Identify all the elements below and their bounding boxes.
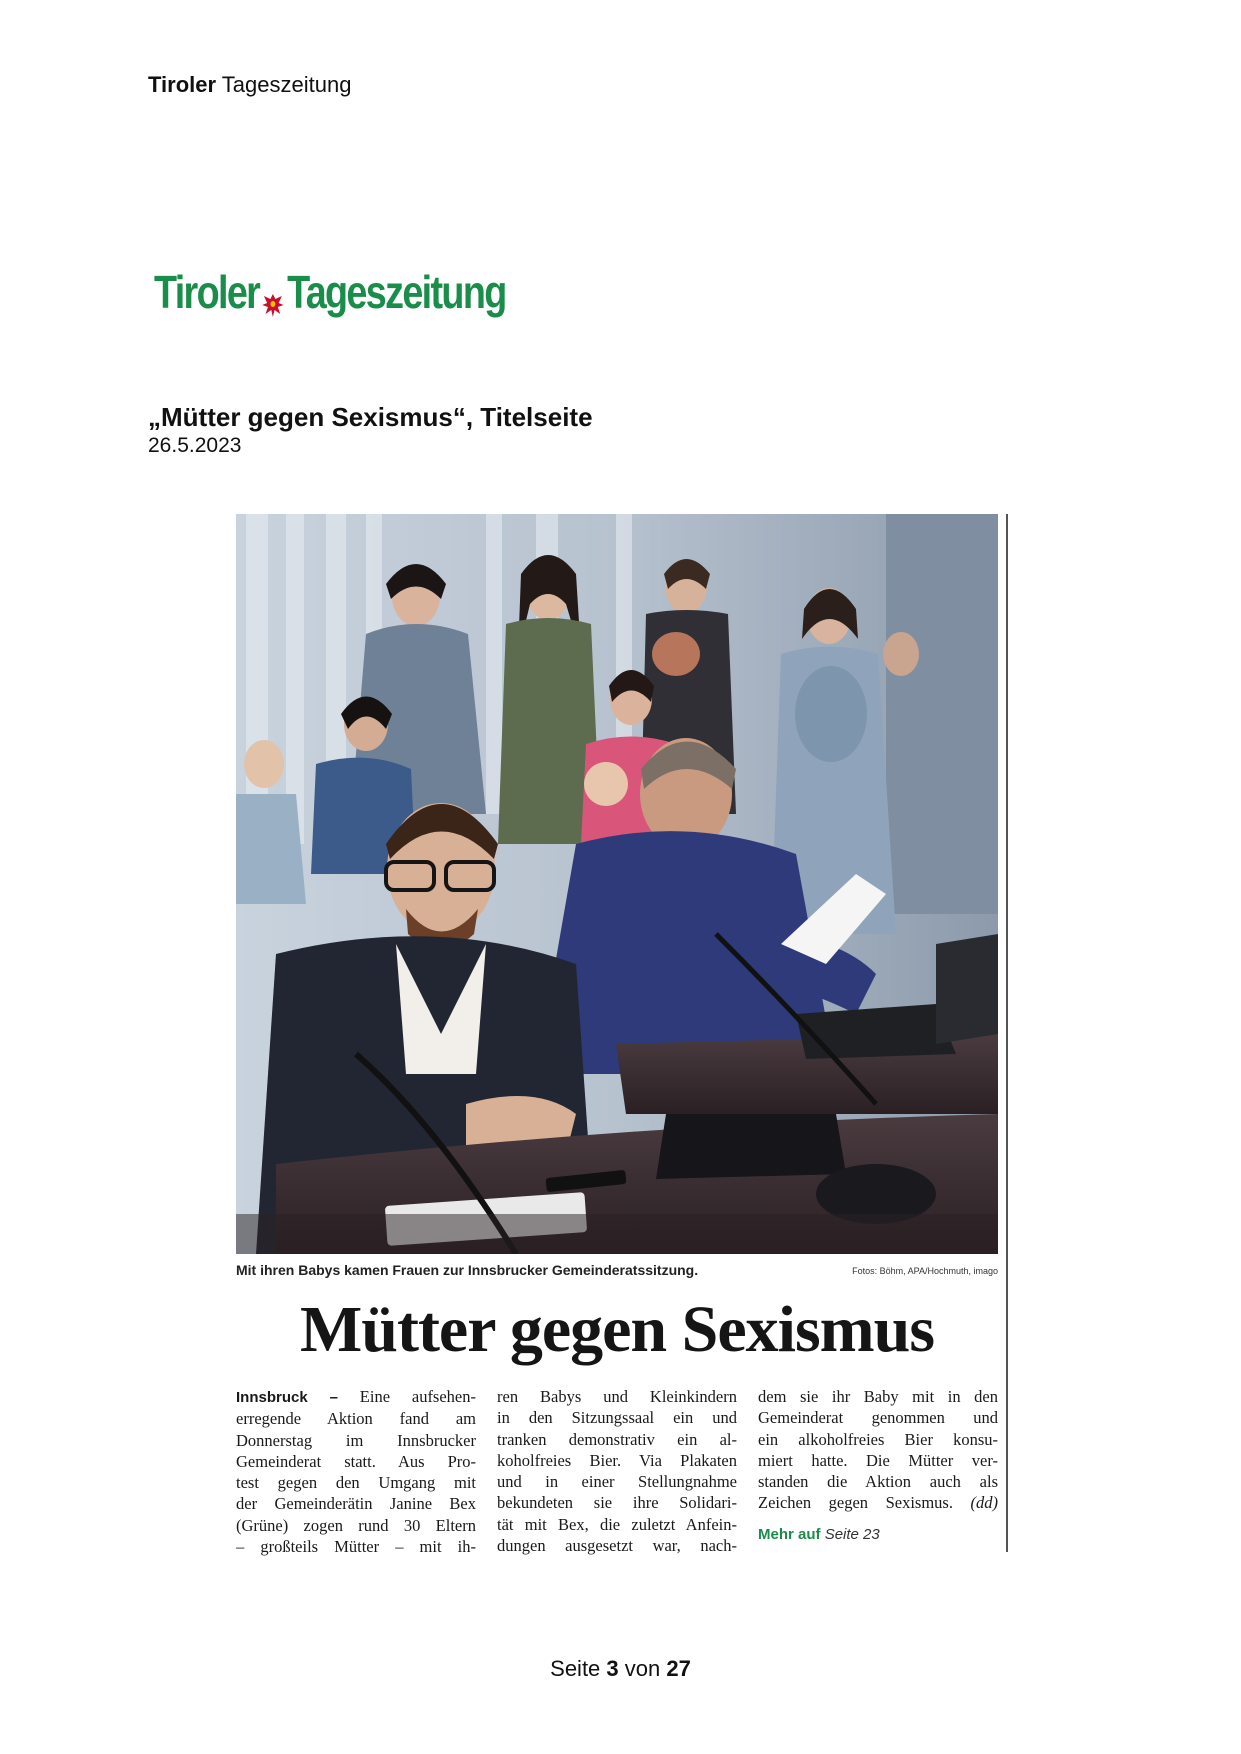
body-line: bekundeten sie ihre Solidari- [497,1493,737,1513]
body-line: Zeichen gegen Sexismus. [758,1493,953,1513]
author-signature: (dd) [970,1493,998,1513]
body-line: test gegen den Umgang mit [236,1473,476,1493]
more-label: Mehr auf [758,1525,821,1543]
header-brand-bold: Tiroler [148,72,217,97]
body-line: Donnerstag im Innsbrucker [236,1430,476,1450]
dateline: Innsbruck – [236,1389,338,1406]
article-title: „Mütter gegen Sexismus“, Titelseite [148,402,593,432]
body-line: der Gemeinderätin Janine Bex [236,1494,476,1514]
clipping-border-rule [1006,514,1008,1552]
footer-page: 3 [606,1656,619,1681]
body-column-2 [497,1386,737,1556]
logo-part1: Tiroler [154,266,260,318]
page-footer [0,1656,1241,1682]
tyrolean-eagle-icon [261,277,286,307]
logo-part2: Tageszeitung [287,266,506,318]
article-body [236,1386,998,1557]
photo-credit: Fotos: Böhm, APA/Hochmuth, imago [852,1266,998,1276]
footer-middle: von [618,1656,667,1681]
newspaper-clipping [236,514,1008,1557]
body-line: koholfreies Bier. Via Plakaten [497,1450,737,1470]
body-column-3 [758,1386,998,1545]
body-line: ein alkoholfreies Bier konsu- [758,1429,998,1449]
article-date: 26.5.2023 [148,434,242,457]
body-line: und in einer Stellungnahme [497,1472,737,1492]
body-line: – großteils Mütter – mit ih- [236,1537,476,1557]
article-headline: Mütter gegen Sexismus [299,1293,935,1366]
council-meeting-photo [236,514,998,1254]
body-line: Gemeinderat genommen und [758,1408,998,1428]
body-line: Eine aufsehen- [359,1387,476,1406]
body-line: Gemeinderat statt. Aus Pro- [236,1451,476,1471]
publication-header [148,72,351,98]
more-link [758,1524,998,1545]
body-line: miert hatte. Die Mütter ver- [758,1450,998,1470]
body-column-1 [236,1386,476,1557]
body-line: ren Babys und Kleinkindern [497,1387,737,1406]
body-line: tranken demonstrativ ein al- [497,1429,737,1449]
body-line: in den Sitzungssaal ein und [497,1408,737,1428]
body-line: tät mit Bex, die zuletzt Anfein- [497,1514,737,1534]
header-brand-rest: Tageszeitung [216,72,352,97]
photo-caption: Mit ihren Babys kamen Frauen zur Innsbrucker Gemeinderatssitzung. [236,1262,699,1278]
body-line: standen die Aktion auch als [758,1472,998,1492]
newspaper-logo [154,262,583,322]
footer-total: 27 [666,1656,691,1681]
body-line: erregende Aktion fand am [236,1409,476,1429]
more-page: Seite 23 [824,1525,880,1543]
footer-prefix: Seite [550,1656,607,1681]
body-line: (Grüne) zogen rund 30 Eltern [236,1515,476,1535]
body-line: dungen ausgesetzt war, nach- [497,1536,737,1556]
body-line: dem sie ihr Baby mit in den [758,1387,998,1406]
